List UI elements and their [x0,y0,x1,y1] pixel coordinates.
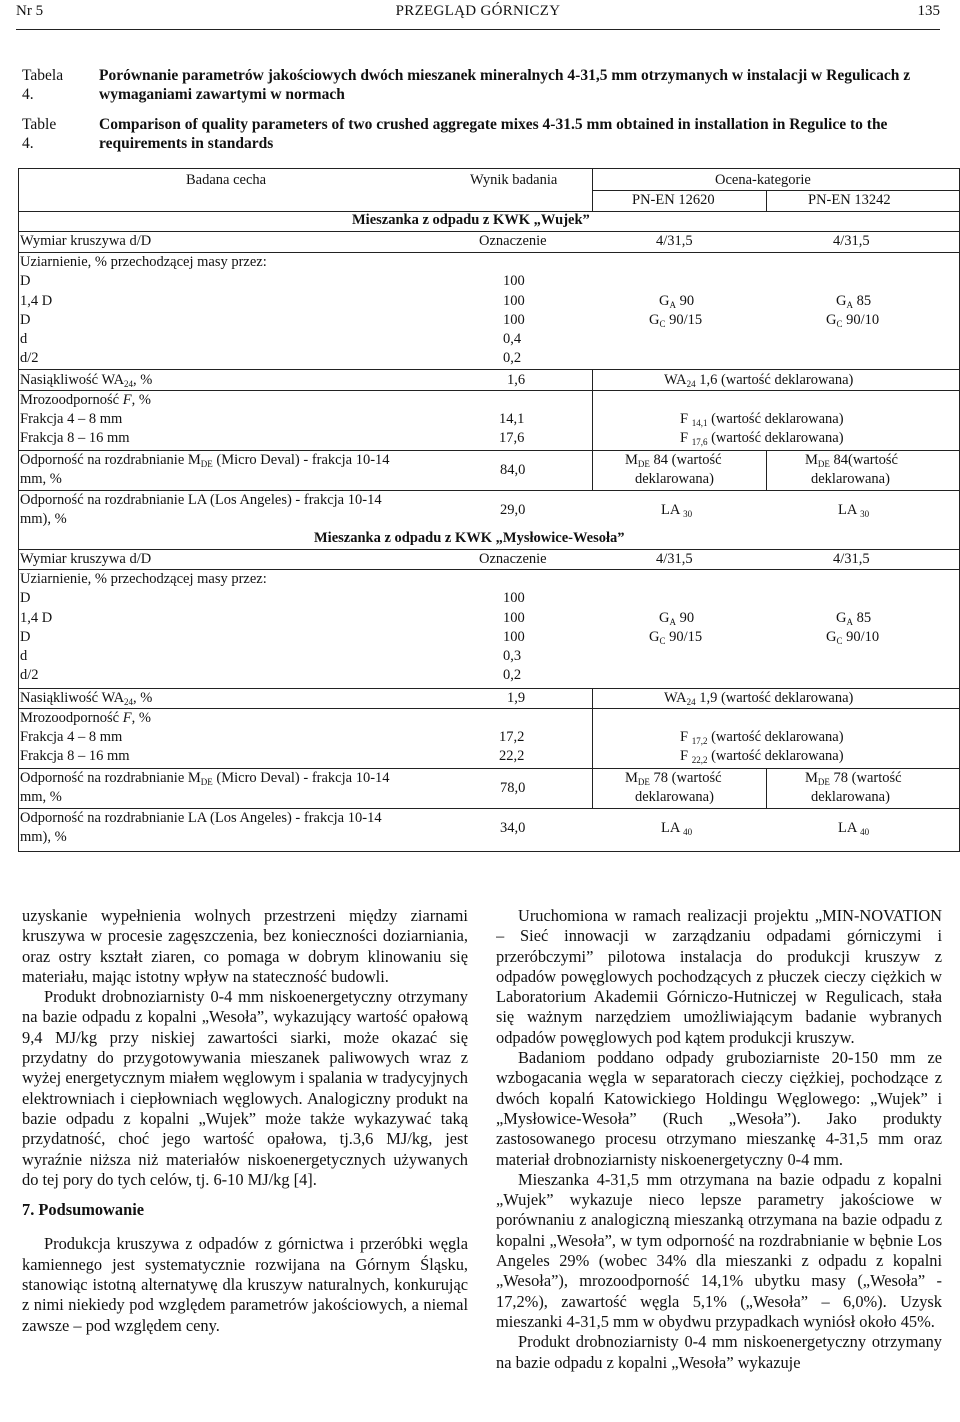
grading-value: 100 [503,312,525,328]
grading-value: 0,2 [503,667,522,683]
paragraph: Produkcja kruszywa z odpadów z górnictwa i przeróbki węgla kamiennego jest systematycznie rozwijana na Górnym Śląsku, stanowiąc istotną alternatywę dla kruszyw naturalnych, konkurując z nimi niekiedy pod względem parametrów jakościowych, a niemal zawsze – pod względem ceny. [22,1234,468,1335]
grading-std1-c: $G_C$ 90/15 [649,312,703,329]
paragraph: Uruchomiona w ramach realizacji projektu „MIN-NOVATION – Sieć innowacji w zarządzaniu odpadami górniczymi i przeróbczymi” pilotowa instalacja do produkcji kruszyw z odpadów powęglowych pochodzących z płuczek cieczy ciężkich w Laboratorium Akademii Górniczo-Hutniczej w Regulicach, stała się ważnym narzędziem umożliwiającym badanie wybranych odpadów powęglowych pod kątem produkcji kruszyw. [496,906,942,1047]
header-rule [16,29,940,30]
grading-value: 0,2 [503,350,522,366]
grading-value: 100 [503,590,525,606]
micro-deval-label: Odporność na rozdrabnianie $M_{DE}$ (Micro Deval) - frakcja 10-14 [20,770,390,787]
col-divider [592,708,593,768]
grading-title: Uziarnienie, % przechodzącej masy przez: [20,254,267,270]
header-divider-v3 [766,190,767,211]
fraction-label: Frakcja 4 – 8 mm [20,411,123,427]
water-absorption-category: $WA_{24}$ 1,6 (wartość deklarowana) [664,372,854,389]
col-header-feature: Badana cecha [186,172,267,188]
size-label: Wymiar kruszywa d/D [20,551,152,567]
grading-std1-a: $G_A$ 90 [659,293,695,310]
grading-row: d/2 [20,667,39,683]
size-result: Oznaczenie [479,551,547,567]
grading-row: 1,4 D [20,293,53,309]
page-header [16,3,940,23]
journal-title: PRZEGLĄD GÓRNICZY [395,3,561,19]
fraction-label: Frakcja 4 – 8 mm [20,729,123,745]
water-absorption-value: 1,6 [507,372,526,388]
micro-deval-label-cont: mm, % [20,471,62,487]
micro-deval-std1-cont: deklarowana) [635,471,714,487]
col-divider [592,369,593,390]
los-angeles-label: Odporność na rozdrabnianie LA (Los Angeles) - frakcja 10-14 [20,492,382,508]
los-angeles-std1: LA $_{30}$ [661,502,693,519]
micro-deval-std1-cont: deklarowana) [635,789,714,805]
header-divider-v2 [592,190,593,211]
mix-title: Mieszanka z odpadu z KWK „Mysłowice-Wesoła” [314,530,625,546]
grading-std2-c: $G_C$ 90/10 [826,312,880,329]
grading-value: 100 [503,293,525,309]
size-std1: 4/31,5 [656,551,693,567]
micro-deval-std1: $M_{DE}$ 78 (wartość [625,770,722,787]
grading-value: 100 [503,610,525,626]
micro-deval-std2: $M_{DE}$ 84(wartość [805,452,898,469]
micro-deval-label-cont: mm, % [20,789,62,805]
grading-std2-c: $G_C$ 90/10 [826,629,880,646]
micro-deval-std2-cont: deklarowana) [811,789,890,805]
col-header-assessment: Ocena-kategorie [715,172,811,188]
col-divider [592,450,593,490]
mix-title: Mieszanka z odpadu z KWK „Wujek” [352,212,590,228]
grading-std1-a: $G_A$ 90 [659,610,695,627]
row-rule [18,708,959,709]
paragraph: Produkt drobnoziarnisty 0-4 mm niskoenergetyczny otrzymany na bazie odpadu z kopalni „Wesoła” wykazuje [496,1332,942,1372]
grading-title: Uziarnienie, % przechodzącej masy przez: [20,571,267,587]
los-angeles-std2: LA $_{30}$ [838,502,870,519]
section-heading: 7. Podsumowanie [22,1200,145,1220]
fraction-value: 14,1 [499,411,525,427]
micro-deval-std2: $M_{DE}$ 78 (wartość [805,770,902,787]
grading-row: D [20,629,31,645]
grading-row: d/2 [20,350,39,366]
water-absorption-category: $WA_{24}$ 1,9 (wartość deklarowana) [664,690,854,707]
fraction-label: Frakcja 8 – 16 mm [20,748,130,764]
grading-value: 0,3 [503,648,522,664]
comparison-table [18,168,960,852]
paragraph: Badaniom poddano odpady gruboziarniste 20-150 mm ze wzbogacania węgla w separatorach cieczy ciężkiej, pochodzące z dwóch kopalń Katowickiego Holdingu Węglowego: „Wujek” i „Mysłowice-Wesoła” (Ruch „Wesoła”). Jako produkty zastosowanego procesu otrzymano mieszankę 4-31,5 mm oraz materiał drobnoziarnisty niskoenergetyczny 0-4 mm. [496,1048,942,1169]
caption-label-en: Table 4. [22,116,57,152]
los-angeles-label: Odporność na rozdrabnianie LA (Los Angeles) - frakcja 10-14 [20,810,382,826]
micro-deval-value: 78,0 [500,780,526,796]
col-divider [766,450,767,490]
paragraph: uzyskanie wypełnienia wolnych przestrzeni między ziarnami kruszywa w procesie zagęszczenia, bez konieczności doziarniania, oraz ostry kształt ziaren, co pomaga w dobrym klinowaniu się materiału, mając istotny wpływ na stateczność budowli. [22,906,468,986]
los-angeles-std1: LA $_{40}$ [661,820,693,837]
fraction-value: 17,2 [499,729,525,745]
col-header-std1: PN-EN 12620 [632,192,715,208]
los-angeles-std2: LA $_{40}$ [838,820,870,837]
water-absorption-value: 1,9 [507,690,526,706]
grading-value: 0,4 [503,331,522,347]
frost-category: F $_{14,1}$ (wartość deklarowana) [680,411,844,428]
size-result: Oznaczenie [479,233,547,249]
grading-row: D [20,312,31,328]
frost-category: F $_{22,2}$ (wartość deklarowana) [680,748,844,765]
micro-deval-std2-cont: deklarowana) [811,471,890,487]
micro-deval-label: Odporność na rozdrabnianie $M_{DE}$ (Micro Deval) - frakcja 10-14 [20,452,390,469]
col-divider [766,768,767,808]
grading-row: 1,4 D [20,610,53,626]
los-angeles-label-cont: mm), % [20,829,67,845]
size-std2: 4/31,5 [833,551,870,567]
frost-label: Mrozoodporność F, % [20,710,151,726]
los-angeles-value: 29,0 [500,502,526,518]
col-header-std2: PN-EN 13242 [808,192,891,208]
row-rule [18,390,959,391]
frost-category: F $_{17,6}$ (wartość deklarowana) [680,430,844,447]
grading-row: D [20,590,31,606]
fraction-label: Frakcja 8 – 16 mm [20,430,130,446]
grading-std1-c: $G_C$ 90/15 [649,629,703,646]
col-divider [592,768,593,808]
size-label: Wymiar kruszywa d/D [20,233,152,249]
micro-deval-value: 84,0 [500,462,526,478]
water-absorption-label: Nasiąkliwość $WA_{24}$, % [20,372,153,389]
water-absorption-label: Nasiąkliwość $WA_{24}$, % [20,690,153,707]
fraction-value: 22,2 [499,748,525,764]
grading-row: d [20,648,28,664]
grading-value: 100 [503,629,525,645]
grading-std2-a: $G_A$ 85 [836,293,872,310]
size-std1: 4/31,5 [656,233,693,249]
size-std2: 4/31,5 [833,233,870,249]
col-header-result: Wynik badania [470,172,558,188]
grading-row: d [20,331,28,347]
body-column-right [496,906,942,1422]
caption-text-en: Comparison of quality parameters of two crushed aggregate mixes 4-31.5 mm obtained in installation in Regulice to the requirements in standards [99,116,888,152]
grading-row: D [20,273,31,289]
body-column-left [22,906,468,1422]
header-divider-v1 [592,168,593,190]
page-number: 135 [917,3,940,19]
col-divider [592,688,593,708]
paragraph: Mieszanka 4-31,5 mm otrzymana na bazie odpadu z kopalni „Wujek” wykazuje nieco lepsze parametry jakościowe w porównaniu z analogiczną mieszanką otrzymana na bazie odpadu z kopalni „Wesoła”, w tym odporność na rozdrabnianie w bębnie Los Angeles 29% (wobec 34% dla mieszanki z odpadu z kopalni „Wesoła”), mrozoodporność 14,1% ubytku masy („Wesoła” - 17,2%), zawartość węgla 5,1% („Wesoła” – 6,0%). Uzysk mieszanki 4-31,5 mm w obydwu przypadkach wyniósł około 45%. [496,1169,942,1331]
col-divider [592,390,593,450]
fraction-value: 17,6 [499,430,525,446]
issue-number: Nr 5 [16,3,44,19]
caption-text-pl: Porównanie parametrów jakościowych dwóch mieszanek mineralnych 4-31,5 mm otrzymanych w instalacji w Regulicach z wymaganiami zawartymi w normach [99,67,911,103]
grading-value: 100 [503,273,525,289]
micro-deval-std1: $M_{DE}$ 84 (wartość [625,452,722,469]
grading-std2-a: $G_A$ 85 [836,610,872,627]
frost-label: Mrozoodporność F, % [20,392,151,408]
paragraph: Produkt drobnoziarnisty 0-4 mm niskoenergetyczny otrzymany na bazie odpadu z kopalni „Wesoła”, wykazujący wartość opałową 9,4 MJ/kg przy niskiej zawartości siarki, może okazać się przydatny do przygotowywania mieszanek paliwowych wraz z wyżej energetycznym miałem węglowym i spalania w tradycyjnych elektrowniach i ciepłowniach węglowych. Analogiczny produkt na bazie odpadu z kopalni „Wujek” może także wykazywać taką przydatność, choć jego wartość opałowa, tj.3,6 MJ/kg, jest wyraźnie niższa niż materiałów niskoenergetycznych używanych do tej pory do tych celów, tj. 6-10 MJ/kg [4]. [22,987,468,1189]
los-angeles-label-cont: mm), % [20,511,67,527]
caption-label-pl: Tabela 4. [22,67,64,103]
los-angeles-value: 34,0 [500,820,526,836]
row-rule [18,369,959,370]
frost-category: F $_{17,2}$ (wartość deklarowana) [680,729,844,746]
